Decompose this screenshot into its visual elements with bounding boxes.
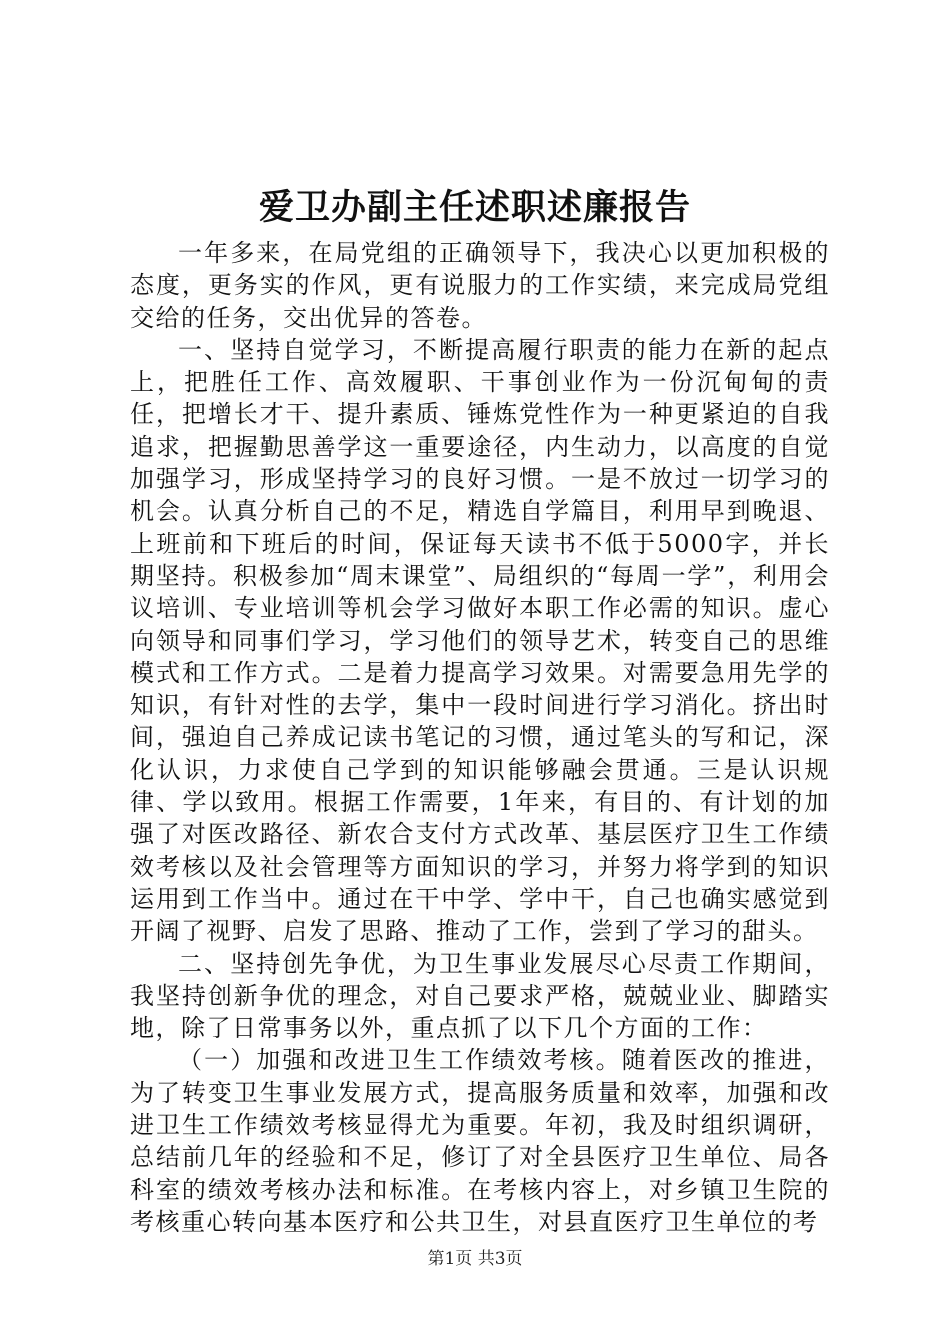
document-title: 爱卫办副主任述职述廉报告: [258, 187, 691, 228]
paragraph-subsection-1: （一）加强和改进卫生工作绩效考核。随着医改的推进，为了转变卫生事业发展方式，提高服务质量和效率，加强和改进卫生工作绩效考核显得尤为重要。年初，我及时组织调研，总结前几年的经验和不足，修订了对全县医疗卫生单位、局各科室的绩效考核办法和标准。在考核内容上，对乡镇卫生院的考核重心转向基本医疗和公共卫生，对县直医疗卫生单位的考: [130, 1046, 830, 1236]
paragraph-section-2: 二、坚持创先争优，为卫生事业发展尽心尽责工作期间，我坚持创新争优的理念，对自己要求严格，兢兢业业、脚踏实地，除了日常事务以外，重点抓了以下几个方面的工作：: [130, 949, 830, 1043]
paragraph-section-1: 一、坚持自觉学习，不断提高履行职责的能力在新的起点上，把胜任工作、高效履职、干事创业作为一份沉甸甸的责任，把增长才干、提升素质、锤炼党性作为一种更紧迫的自我追求，把握勤思善学这一重要途径，内生动力，以高度的自觉加强学习，形成坚持学习的良好习惯。一是不放过一切学习的机会。认真分析自己的不足，精选自学篇目，利用早到晚退、上班前和下班后的时间，保证每天读书不低于5000字，并长期坚持。积极参加“周末课堂”、局组织的“每周一学”，利用会议培训、专业培训等机会学习做好本职工作必需的知识。虚心向领导和同事们学习，学习他们的领导艺术，转变自己的思维模式和工作方式。二是着力提高学习效果。对需要急用先学的知识，有针对性的去学，集中一段时间进行学习消化。挤出时间，强迫自己养成记读书笔记的习惯，通过笔头的写和记，深化认识，力求使自己学到的知识能够融会贯通。三是认识规律、学以致用。根据工作需要，1年来，有目的、有计划的加强了对医改路径、新农合支付方式改革、基层医疗卫生工作绩效考核以及社会管理等方面知识的学习，并努力将学到的知识运用到工作当中。通过在干中学、学中干，自己也确实感觉到开阔了视野、启发了思路、推动了工作，尝到了学习的甜头。: [130, 335, 830, 946]
paragraph-intro: 一年多来，在局党组的正确领导下，我决心以更加积极的态度，更务实的作风，更有说服力的工作实绩，来完成局党组交给的任务，交出优异的答卷。: [130, 239, 830, 332]
document-body: [130, 237, 830, 1238]
page-footer: 第1页 共3页: [427, 1249, 523, 1269]
